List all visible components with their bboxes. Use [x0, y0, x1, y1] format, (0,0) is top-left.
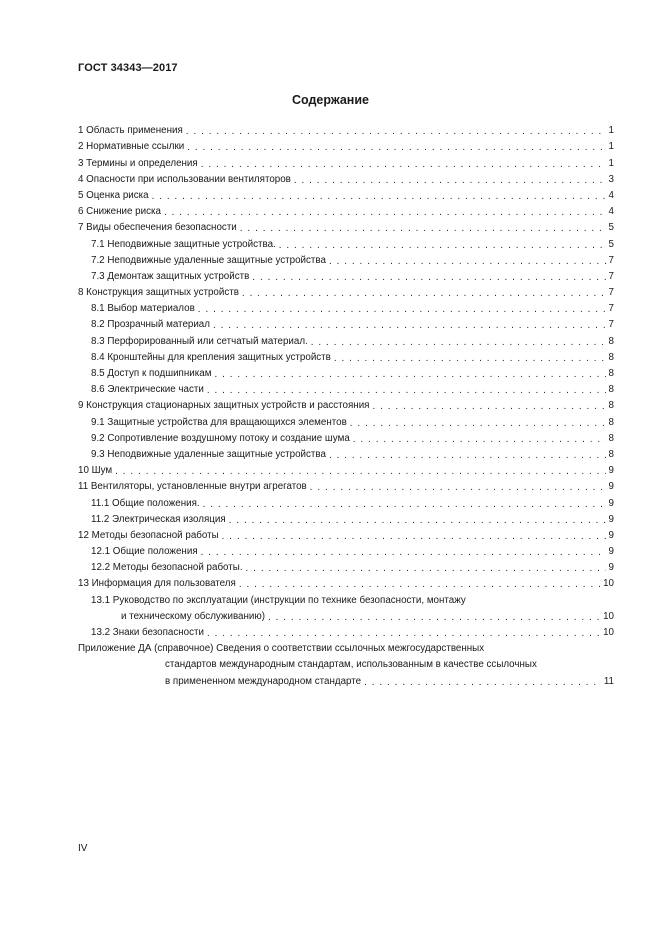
toc-entry-13-2[interactable]: [78, 623, 614, 639]
toc-entry-title: 11 Вентиляторы, установленные внутри агрегатов: [78, 481, 307, 493]
toc-entry-title: 10 Шум: [78, 465, 113, 477]
toc-entry-title: 9.2 Сопротивление воздушному потоку и создание шума: [91, 432, 350, 444]
toc-entry-title: 8 Конструкция защитных устройств: [78, 287, 239, 299]
toc-entry[interactable]: [78, 477, 614, 493]
toc-entry[interactable]: [78, 461, 614, 477]
toc-entry-page: 9: [608, 497, 614, 509]
toc-entry-title: 1 Область применения: [78, 125, 183, 137]
toc-leader-dots: [350, 421, 606, 427]
toc-entry-page: 9: [608, 513, 614, 525]
toc-entry-page: 8: [608, 368, 614, 379]
toc-entry-title: 5 Оценка риска: [78, 189, 149, 201]
toc-entry-title: 7.1 Неподвижные защитные устройства.: [91, 238, 276, 250]
toc-entry-page: 7: [608, 287, 614, 299]
toc-entry-page: 1: [608, 141, 614, 153]
toc-entry-title: 4 Опасности при использовании вентиляторов: [78, 173, 291, 185]
toc-entry-page: 7: [608, 270, 614, 282]
toc-entry-title: 7 Виды обеспечения безопасности: [78, 222, 237, 234]
toc-leader-dots: [229, 518, 606, 524]
toc-leader-dots: [207, 631, 600, 637]
toc-entry[interactable]: [78, 331, 614, 347]
toc-entry-title: 11.2 Электрическая изоляция: [91, 513, 226, 525]
toc-entry-page: 1: [608, 157, 614, 169]
toc-leader-dots: [252, 275, 605, 281]
toc-entry-title: 8.5 Доступ к подшипникам: [91, 368, 212, 379]
toc-leader-dots: [364, 680, 601, 686]
toc-entry-page: 7: [608, 254, 614, 266]
toc-entry-title: 8.6 Электрические части: [91, 384, 204, 396]
toc-entry-page: 10: [603, 578, 614, 590]
table-of-contents: [78, 121, 614, 688]
toc-leader-dots: [213, 323, 606, 329]
toc-leader-dots: [214, 372, 605, 378]
toc-leader-dots: [152, 194, 606, 200]
toc-leader-dots: [329, 453, 606, 459]
toc-entry-page: 4: [608, 189, 614, 201]
toc-entry-page: 11: [603, 675, 614, 687]
appendix-title-continued: стандартов международным стандартам, использованным в качестве ссылочных: [165, 659, 537, 671]
toc-entry[interactable]: [78, 137, 614, 153]
toc-leader-dots: [334, 356, 606, 362]
toc-entry-page: 8: [608, 351, 614, 363]
page-title: Содержание: [291, 93, 369, 107]
toc-entry-page: 8: [608, 432, 614, 444]
toc-leader-dots: [268, 615, 603, 621]
toc-leader-dots: [311, 340, 606, 346]
toc-entry-page: 9: [608, 481, 614, 493]
toc-leader-dots: [207, 388, 606, 394]
toc-entry[interactable]: [78, 186, 614, 202]
toc-entry[interactable]: [78, 202, 614, 218]
toc-entry[interactable]: [78, 348, 614, 364]
toc-entry-title: 6 Снижение риска: [78, 206, 161, 218]
toc-leader-dots: [240, 226, 606, 232]
toc-entry-title: 12.2 Методы безопасной работы.: [91, 562, 243, 574]
toc-leader-dots: [186, 129, 606, 135]
toc-entry-appendix[interactable]: [78, 639, 614, 688]
toc-entry-title: 13.2 Знаки безопасности: [91, 627, 204, 638]
toc-leader-dots: [310, 485, 606, 491]
toc-entry-title-continued: и техническому обслуживанию): [121, 610, 265, 622]
toc-entry-title: 8.3 Перфорированный или сетчатый материал.: [91, 335, 308, 347]
toc-entry[interactable]: [78, 412, 614, 428]
toc-entry-page: 10: [603, 610, 614, 622]
toc-entry-page: 3: [608, 173, 614, 185]
toc-leader-dots: [294, 178, 606, 184]
toc-entry-page: 9: [608, 465, 614, 477]
toc-entry-title: 9 Конструкция стационарных защитных устройств и расстояния: [78, 400, 370, 412]
toc-leader-dots: [279, 243, 606, 249]
toc-entry[interactable]: [78, 121, 614, 137]
toc-leader-dots: [203, 502, 606, 508]
toc-entry[interactable]: [78, 526, 614, 542]
toc-entry-page: 4: [608, 206, 614, 218]
toc-entry-title: 9.1 Защитные устройства для вращающихся элементов: [91, 416, 347, 428]
toc-entry[interactable]: [78, 510, 614, 526]
toc-entry[interactable]: [78, 251, 614, 267]
toc-entry-title: 8.4 Кронштейны для крепления защитных устройств: [91, 351, 331, 363]
toc-entry-page: 8: [608, 384, 614, 396]
toc-leader-dots: [373, 404, 606, 410]
toc-entry-page: 7: [608, 319, 614, 331]
toc-entry-title: 11.1 Общие положения.: [91, 497, 200, 509]
document-header: ГОСТ 34343—2017: [78, 62, 178, 74]
toc-entry-title: 12 Методы безопасной работы: [78, 529, 219, 541]
toc-leader-dots: [187, 145, 605, 151]
toc-entry[interactable]: [78, 299, 614, 315]
toc-entry[interactable]: [78, 364, 614, 380]
toc-entry-title: 8.1 Выбор материалов: [91, 303, 195, 315]
toc-entry[interactable]: [78, 493, 614, 509]
toc-entry-page: 1: [608, 125, 614, 137]
toc-entry-page: 9: [608, 562, 614, 574]
toc-leader-dots: [242, 291, 606, 297]
toc-entry[interactable]: [78, 218, 614, 234]
toc-entry-title: 8.2 Прозрачный материал: [91, 319, 210, 331]
toc-entry-page: 10: [603, 627, 614, 638]
toc-leader-dots: [201, 550, 606, 556]
toc-entry-page: 8: [608, 400, 614, 412]
appendix-title-continued: в примененном международном стандарте: [165, 675, 362, 687]
toc-entry-title: 2 Нормативные ссылки: [78, 141, 185, 153]
toc-leader-dots: [115, 469, 605, 475]
toc-entry[interactable]: [78, 542, 614, 558]
toc-entry-page: 9: [608, 546, 614, 558]
toc-leader-dots: [201, 162, 606, 168]
toc-entry-title: 7.2 Неподвижные удаленные защитные устройства: [91, 254, 326, 266]
toc-leader-dots: [246, 566, 606, 572]
toc-entry-page: 8: [608, 448, 614, 460]
toc-entry[interactable]: [78, 380, 614, 396]
toc-entry[interactable]: [78, 574, 614, 590]
toc-entry-page: 7: [608, 303, 614, 315]
toc-entry[interactable]: [78, 558, 614, 574]
toc-leader-dots: [239, 582, 600, 588]
toc-leader-dots: [329, 259, 606, 265]
toc-entry-title: 3 Термины и определения: [78, 157, 198, 169]
toc-leader-dots: [198, 307, 606, 313]
toc-entry[interactable]: [78, 234, 614, 250]
toc-entry-page: 8: [608, 335, 614, 347]
toc-entry[interactable]: [78, 153, 614, 169]
toc-leader-dots: [164, 210, 606, 216]
toc-entry[interactable]: [78, 429, 614, 445]
toc-entry-title: 13 Информация для пользователя: [78, 578, 236, 590]
toc-entry-page: 9: [608, 529, 614, 541]
toc-entry-title: 7.3 Демонтаж защитных устройств: [91, 270, 250, 282]
toc-entry-13-1[interactable]: [78, 590, 614, 622]
toc-entry[interactable]: [78, 396, 614, 412]
toc-entry-title: 9.3 Неподвижные удаленные защитные устройства: [91, 448, 326, 460]
toc-entry[interactable]: [78, 445, 614, 461]
toc-entry-page: 5: [608, 222, 614, 234]
toc-leader-dots: [353, 437, 606, 443]
page-number: IV: [78, 843, 88, 854]
toc-entry[interactable]: [78, 283, 614, 299]
toc-entry-title: 12.1 Общие положения: [91, 546, 198, 558]
toc-entry[interactable]: [78, 315, 614, 331]
toc-entry[interactable]: [78, 170, 614, 186]
toc-entry[interactable]: [78, 267, 614, 283]
toc-entry-page: 8: [608, 416, 614, 428]
toc-entry-page: 5: [608, 238, 614, 250]
toc-leader-dots: [222, 534, 606, 540]
toc-entry-title: 13.1 Руководство по эксплуатации (инструкции по технике безопасности, монтажу: [91, 594, 466, 606]
appendix-title: Приложение ДА (справочное) Сведения о соответствии ссылочных межгосударственных: [78, 643, 485, 655]
